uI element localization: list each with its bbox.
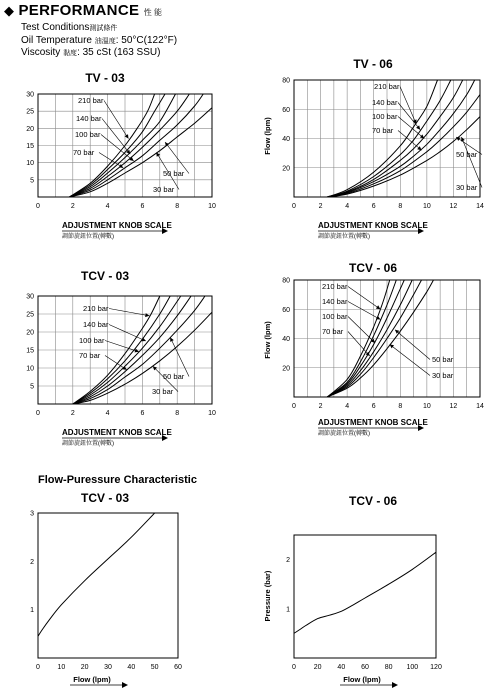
x-axis-label: Flow (lpm)	[73, 675, 111, 684]
series-leader-arrowhead	[420, 134, 424, 138]
x-tick-label: 2	[318, 203, 323, 210]
x-tick-label: 0	[36, 410, 40, 417]
series-leader-line	[348, 287, 380, 310]
y-tick-label: 5	[30, 383, 34, 391]
series-label: 30 bar	[153, 185, 175, 194]
series-label: 30 bar	[152, 387, 174, 396]
series-label: 140 bar	[83, 320, 109, 329]
y-tick-label: 80	[282, 77, 290, 85]
chart-title: TV - 03	[85, 71, 125, 85]
x-tick-label: 0	[36, 664, 40, 671]
y-tick-label: 30	[26, 293, 34, 301]
y-tick-label: 15	[26, 143, 34, 150]
y-tick-label: 10	[26, 160, 34, 168]
series-label: 100 bar	[75, 130, 101, 139]
plot-frame	[294, 535, 436, 658]
x-tick-label: 8	[175, 410, 180, 417]
series-label: 50 bar	[163, 169, 185, 178]
series-label: 140 bar	[322, 297, 348, 306]
series-label: 140 bar	[76, 114, 102, 123]
y-tick-label: 60	[282, 306, 290, 314]
x-tick-label: 10	[57, 664, 66, 671]
oil-temperature-value: : 50°C(122°F)	[115, 34, 178, 46]
y-axis-label: Flow (lpm)	[263, 117, 272, 155]
y-tick-label: 60	[282, 106, 290, 114]
viscosity-cjk: 黏度	[63, 50, 78, 57]
x-axis-label: ADJUSTMENT KNOB SCALE	[318, 418, 428, 427]
y-tick-label: 20	[282, 165, 290, 173]
series-label: 50 bar	[456, 150, 478, 159]
y-tick-label: 80	[282, 277, 290, 285]
series-leader-line	[390, 344, 430, 375]
y-tick-label: 20	[26, 125, 34, 133]
diamond-icon: ◆	[4, 3, 14, 18]
fp03-chart	[30, 491, 182, 688]
series-label: 50 bar	[163, 372, 185, 381]
x-tick-label: 10	[422, 403, 431, 410]
x-tick-label: 2	[70, 203, 75, 210]
y-tick-label: 20	[26, 329, 34, 337]
x-axis-label: ADJUSTMENT KNOB SCALE	[62, 221, 172, 230]
x-axis-label-cjk: 調節旋鈕位置(轉數)	[318, 431, 370, 437]
y-tick-label: 5	[30, 177, 34, 185]
series-leader-arrowhead	[416, 125, 420, 129]
series-label: 140 bar	[372, 98, 398, 107]
x-tick-label: 20	[80, 664, 89, 671]
section-title: PERFORMANCE	[18, 2, 140, 19]
x-tick-label: 14	[476, 203, 484, 210]
series-leader-line	[398, 117, 424, 139]
y-axis-label: Flow (lpm)	[263, 321, 272, 359]
plot-frame	[38, 513, 178, 658]
series-line-50-bar	[327, 95, 480, 197]
x-tick-label: 60	[361, 664, 369, 671]
fp06-chart	[263, 494, 442, 688]
x-tick-label: 0	[36, 203, 40, 210]
tv06-chart	[263, 57, 484, 240]
y-tick-label: 2	[286, 557, 290, 565]
series-line-0	[294, 552, 436, 633]
series-label: 210 bar	[83, 304, 109, 313]
x-tick-label: 40	[337, 664, 346, 671]
x-tick-label: 4	[345, 403, 350, 410]
series-label: 100 bar	[372, 112, 398, 121]
x-tick-label: 10	[208, 410, 216, 417]
x-tick-label: 8	[398, 403, 403, 410]
x-tick-label: 0	[292, 203, 296, 210]
y-tick-label: 20	[282, 365, 290, 373]
x-tick-label: 100	[406, 664, 419, 671]
x-tick-label: 12	[449, 403, 458, 410]
series-label: 70 bar	[322, 327, 344, 336]
tv03-chart	[26, 71, 216, 240]
x-tick-label: 50	[150, 664, 159, 671]
x-tick-label: 120	[430, 664, 442, 671]
x-axis-label: ADJUSTMENT KNOB SCALE	[318, 221, 428, 230]
series-line-0	[38, 513, 155, 636]
series-leader-arrowhead	[417, 146, 421, 150]
y-tick-label: 25	[26, 311, 34, 319]
y-tick-label: 25	[26, 108, 34, 116]
x-tick-label: 40	[127, 664, 136, 671]
x-tick-label: 6	[371, 403, 376, 410]
chart-title: TV - 06	[353, 57, 393, 71]
series-label: 100 bar	[79, 336, 105, 345]
x-tick-label: 4	[345, 203, 350, 210]
x-tick-label: 4	[105, 203, 110, 210]
x-tick-label: 14	[476, 403, 484, 410]
y-tick-label: 2	[30, 558, 34, 566]
tcv06-chart	[263, 261, 484, 437]
tcv03-chart	[26, 269, 216, 447]
x-tick-label: 2	[70, 410, 75, 417]
x-axis-label: Flow (lpm)	[343, 675, 381, 684]
x-tick-label: 10	[422, 203, 431, 210]
x-tick-label: 6	[140, 203, 145, 210]
chart-title: TCV - 06	[348, 261, 398, 275]
series-leader-line	[348, 317, 375, 343]
x-tick-label: 12	[449, 203, 458, 210]
flow-pressure-section-title: Flow-Puressure Characteristic	[38, 474, 197, 486]
series-leader-arrowhead	[376, 305, 380, 309]
y-tick-label: 1	[30, 607, 34, 615]
series-label: 50 bar	[432, 355, 454, 364]
series-leader-line	[461, 137, 482, 187]
test-conditions-label: Test Conditions	[21, 22, 90, 33]
x-tick-label: 0	[292, 403, 296, 410]
oil-temperature-cjk: 油溫度	[94, 37, 116, 45]
series-label: 210 bar	[78, 96, 104, 105]
series-leader-arrowhead	[390, 344, 394, 348]
x-axis-label: ADJUSTMENT KNOB SCALE	[62, 428, 172, 437]
series-label: 210 bar	[374, 82, 400, 91]
x-tick-label: 0	[292, 664, 296, 671]
y-tick-label: 10	[26, 365, 34, 373]
series-label: 70 bar	[73, 148, 95, 157]
y-tick-label: 15	[26, 347, 34, 355]
x-tick-label: 4	[105, 410, 110, 417]
series-label: 210 bar	[322, 282, 348, 291]
viscosity-value: : 35 cSt (163 SSU)	[77, 47, 161, 58]
x-tick-label: 20	[313, 664, 322, 671]
series-label: 30 bar	[432, 371, 454, 380]
series-leader-line	[109, 325, 146, 342]
x-axis-label-cjk: 調節旋鈕位置(轉數)	[318, 234, 370, 240]
x-tick-label: 6	[371, 203, 376, 210]
x-tick-label: 8	[398, 203, 403, 210]
x-tick-label: 60	[174, 664, 182, 671]
x-axis-label-cjk: 調節旋鈕位置(轉數)	[62, 234, 114, 240]
y-axis-label: Pressure (bar)	[263, 570, 272, 622]
y-tick-label: 30	[26, 91, 34, 99]
x-tick-label: 80	[384, 664, 393, 671]
x-axis-label-cjk: 調節旋鈕位置(轉數)	[62, 441, 114, 447]
chart-title: TCV - 03	[80, 491, 130, 505]
chart-title: TCV - 06	[348, 494, 398, 508]
y-tick-label: 40	[282, 336, 290, 343]
series-label: 30 bar	[456, 183, 478, 192]
series-leader-line	[170, 337, 189, 376]
chart-title: TCV - 03	[80, 269, 130, 283]
y-tick-label: 3	[30, 510, 34, 518]
series-leader-line	[348, 302, 380, 320]
series-leader-line	[109, 309, 149, 316]
x-tick-label: 30	[104, 664, 112, 671]
x-tick-label: 2	[318, 403, 323, 410]
y-tick-label: 40	[282, 136, 290, 143]
x-axis-arrow-head	[392, 682, 398, 688]
x-axis-arrow-head	[122, 682, 128, 688]
test-conditions-cjk: 測試條件	[89, 25, 118, 32]
y-tick-label: 1	[286, 606, 290, 614]
section-title-cjk: 性 能	[143, 8, 162, 17]
series-label: 70 bar	[372, 126, 394, 135]
oil-temperature-label: Oil Temperature	[21, 34, 92, 46]
x-tick-label: 6	[140, 410, 145, 417]
viscosity-label: Viscosity	[21, 47, 61, 58]
x-tick-label: 10	[208, 203, 216, 210]
series-label: 100 bar	[322, 312, 348, 321]
series-label: 70 bar	[79, 351, 101, 360]
x-tick-label: 8	[175, 203, 180, 210]
